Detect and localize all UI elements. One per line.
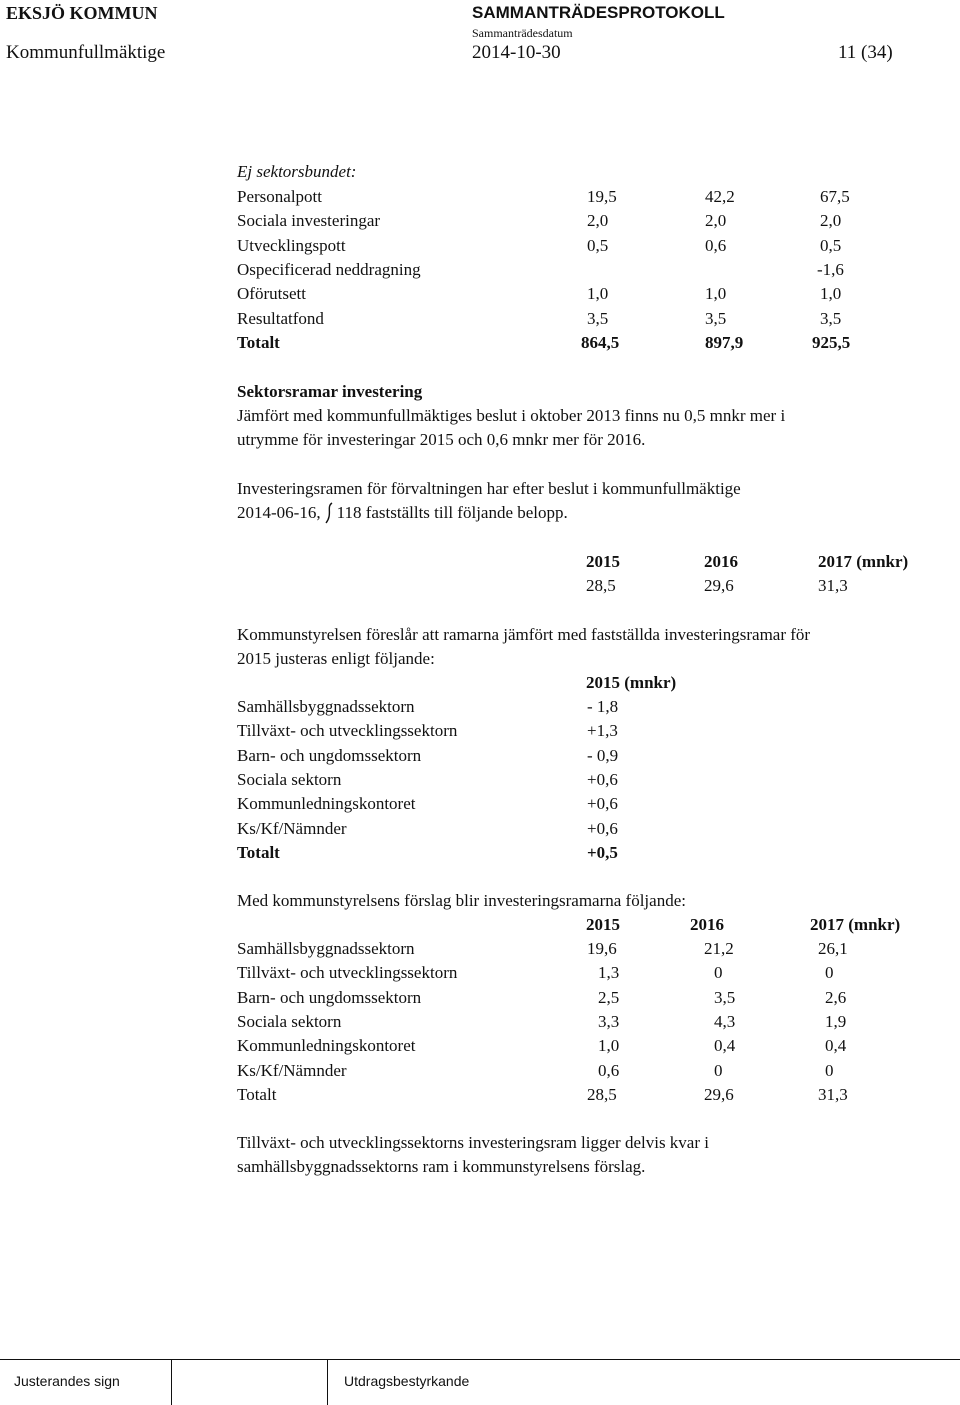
row-value-2016: 4,3 <box>714 1011 736 1031</box>
para1-line2-row <box>0 428 960 452</box>
row-label: Kommunledningskontoret <box>237 1036 416 1056</box>
section-heading: Sektorsramar investering <box>237 382 423 401</box>
table2-value-row <box>0 574 960 598</box>
row-value-2015: 28,5 <box>587 1084 617 1104</box>
proposal-line1-row <box>0 623 960 647</box>
row-label: Barn- och ungdomssektorn <box>237 745 422 765</box>
table-row <box>0 258 960 282</box>
row-value-2015: 0,5 <box>587 235 609 255</box>
table-row <box>0 937 960 961</box>
row-label: Samhällsbyggnadssektorn <box>237 697 415 716</box>
row-value-2017: 925,5 <box>812 332 851 352</box>
section-sign-icon <box>324 502 334 524</box>
row-value-2017: 3,5 <box>820 308 842 328</box>
row-value-2017: 1,9 <box>825 1011 847 1031</box>
row-value-2017: 67,5 <box>820 187 850 206</box>
org-name: EKSJÖ KOMMUN <box>6 3 158 23</box>
para1-line1: Jämfört med kommunfullmäktiges beslut i oktober 2013 finns nu 0,5 mnkr mer i <box>237 406 786 425</box>
row-value-2016: 0 <box>714 963 723 983</box>
table2-v1: 28,5 <box>586 576 616 595</box>
table2-h2: 2016 <box>704 552 738 571</box>
row-value-2016: 897,9 <box>705 332 744 352</box>
row-value-2016: 2,0 <box>705 211 727 231</box>
closing-line2: samhällsbyggnadssektorns ram i kommunstyrelsens förslag. <box>237 1157 646 1176</box>
row-value-2015: 1,0 <box>587 284 609 304</box>
row-value-2015: 0,6 <box>598 1060 620 1080</box>
row-label: Samhällsbyggnadssektorn <box>237 939 415 958</box>
row-label: Sociala investeringar <box>237 211 381 231</box>
row-value-2016: 0,6 <box>705 235 727 255</box>
footer <box>0 1359 960 1405</box>
committee-name: Kommunfullmäktige <box>6 42 166 63</box>
table2-h3: 2017 (mnkr) <box>818 552 909 571</box>
section-heading-row <box>0 380 960 404</box>
row-label: Personalpott <box>237 187 322 206</box>
proposal-line2: 2015 justeras enligt följande: <box>237 649 435 668</box>
row-value-2015: 19,5 <box>587 187 617 206</box>
row-value-2016: 29,6 <box>704 1084 734 1104</box>
row-value: - 1,8 <box>587 697 619 716</box>
table1-heading-row <box>0 160 960 184</box>
footer-sign-blank-cell[interactable] <box>171 1360 328 1405</box>
row-value: +0,6 <box>587 769 618 789</box>
para2-line1: Investeringsramen för förvaltningen har efter beslut i kommunfullmäktige <box>237 479 741 498</box>
page-number: 11 (34) <box>838 42 893 63</box>
para2-date: 2014-06-16, <box>237 503 321 522</box>
row-value: +0,5 <box>587 842 618 862</box>
row-value-2017: 0 <box>825 1060 834 1080</box>
closing-line1: Tillväxt- och utvecklingssektorns investeringsram ligger delvis kvar i <box>237 1133 709 1152</box>
row-label: Resultatfond <box>237 308 324 328</box>
table-row <box>0 719 960 743</box>
row-value-2017: 26,1 <box>818 939 848 958</box>
para2-rest: 118 fastställts till följande belopp. <box>336 503 568 522</box>
proposal-col-header: 2015 (mnkr) <box>586 673 677 692</box>
row-label: Totalt <box>237 332 280 352</box>
row-value-2015: 2,5 <box>598 987 620 1007</box>
table-row <box>0 792 960 816</box>
meeting-date: 2014-10-30 <box>472 42 561 63</box>
table-row <box>0 744 960 768</box>
table-row <box>0 1034 960 1058</box>
row-label: Tillväxt- och utvecklingssektorn <box>237 963 458 983</box>
table3-h3: 2017 (mnkr) <box>810 915 901 934</box>
row-label: Ospecificerad neddragning <box>237 259 421 279</box>
row-label: Totalt <box>237 1084 277 1104</box>
row-label: Sociala sektorn <box>237 769 342 789</box>
row-value-2015: 3,5 <box>587 308 609 328</box>
table-row <box>0 234 960 258</box>
row-value-2017: 0,4 <box>825 1036 847 1056</box>
table3-h2: 2016 <box>690 915 724 934</box>
table2-v3: 31,3 <box>818 576 848 595</box>
closing-line2-row <box>0 1155 960 1179</box>
row-label: Sociala sektorn <box>237 1011 342 1031</box>
row-value-2017: 0 <box>825 963 834 983</box>
footer-extract-label: Utdragsbestyrkande <box>344 1373 470 1389</box>
table-row <box>0 185 960 209</box>
row-value-2017: 1,0 <box>820 284 842 304</box>
row-value-2016: 0 <box>714 1060 723 1080</box>
date-label: Sammanträdesdatum <box>472 26 573 40</box>
closing-line1-row <box>0 1131 960 1155</box>
table-row <box>0 1010 960 1034</box>
para2-line1-row <box>0 477 960 501</box>
proposal-line2-row <box>0 647 960 671</box>
table3-intro: Med kommunstyrelsens förslag blir investeringsramarna följande: <box>237 891 686 910</box>
table-row <box>0 817 960 841</box>
row-label: Ks/Kf/Nämnder <box>237 818 347 838</box>
proposal-line1: Kommunstyrelsen föreslår att ramarna jämfört med fastställda investeringsramar för <box>237 625 811 644</box>
row-value-2016: 3,5 <box>705 308 727 328</box>
row-value-2016: 1,0 <box>705 284 727 304</box>
table1-heading: Ej sektorsbundet: <box>237 162 357 181</box>
table3-header-row <box>0 913 960 937</box>
table-row <box>0 331 960 355</box>
row-label: Oförutsett <box>237 284 306 304</box>
row-value-2017: -1,6 <box>817 259 844 279</box>
row-value-2015: 2,0 <box>587 211 609 231</box>
table2-v2: 29,6 <box>704 576 734 595</box>
row-value: +1,3 <box>587 721 618 741</box>
table-row <box>0 961 960 985</box>
row-value: +0,6 <box>587 818 618 838</box>
para1-line2: utrymme för investeringar 2015 och 0,6 mnkr mer för 2016. <box>237 430 646 449</box>
row-value-2017: 31,3 <box>818 1084 848 1104</box>
table-row <box>0 209 960 233</box>
row-label: Kommunledningskontoret <box>237 794 416 814</box>
table3-intro-row <box>0 889 960 913</box>
para1-line1-row <box>0 404 960 428</box>
row-value-2016: 42,2 <box>705 187 735 206</box>
table-row <box>0 1083 960 1107</box>
table-row <box>0 986 960 1010</box>
para2-line2-row <box>0 501 960 525</box>
table-row <box>0 695 960 719</box>
footer-sign-label: Justerandes sign <box>14 1373 120 1389</box>
table-row <box>0 282 960 306</box>
para2-line2 <box>237 501 568 525</box>
row-value-2015: 1,0 <box>598 1036 620 1056</box>
row-value-2015: 864,5 <box>581 332 620 352</box>
row-label: Totalt <box>237 842 280 862</box>
row-value-2017: 2,6 <box>825 987 847 1007</box>
table3-h1: 2015 <box>586 915 620 934</box>
row-label: Barn- och ungdomssektorn <box>237 987 422 1007</box>
row-label: Utvecklingspott <box>237 235 346 255</box>
row-value-2017: 2,0 <box>820 211 842 231</box>
row-value-2016: 21,2 <box>704 939 734 958</box>
row-value-2017: 0,5 <box>820 235 842 255</box>
table-row <box>0 307 960 331</box>
row-value-2016: 3,5 <box>714 987 736 1007</box>
row-value-2015: 1,3 <box>598 963 620 983</box>
row-value-2015: 19,6 <box>587 939 617 958</box>
table-row <box>0 1059 960 1083</box>
row-value: +0,6 <box>587 794 618 814</box>
document-type: SAMMANTRÄDESPROTOKOLL <box>472 3 725 22</box>
row-value-2015: 3,3 <box>598 1011 620 1031</box>
row-label: Tillväxt- och utvecklingssektorn <box>237 721 458 741</box>
row-label: Ks/Kf/Nämnder <box>237 1060 347 1080</box>
table2-h1: 2015 <box>586 552 620 571</box>
row-value-2016: 0,4 <box>714 1036 736 1056</box>
proposal-header-row <box>0 671 960 695</box>
table2-header-row <box>0 550 960 574</box>
table-row <box>0 768 960 792</box>
table-row <box>0 841 960 865</box>
row-value: - 0,9 <box>587 745 619 765</box>
